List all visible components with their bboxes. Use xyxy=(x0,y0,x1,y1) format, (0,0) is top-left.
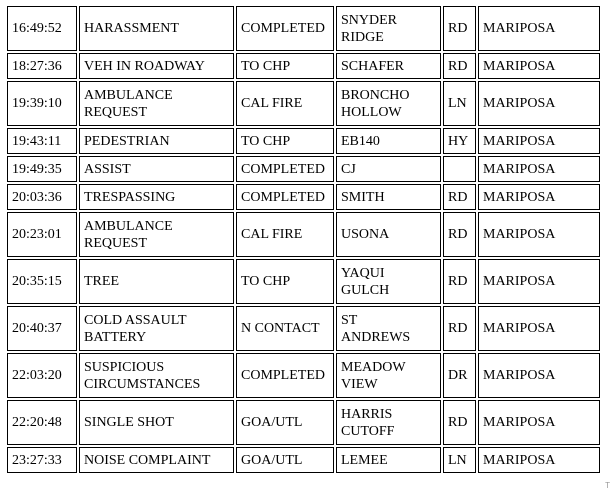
disposition-cell: CAL FIRE xyxy=(236,81,334,126)
time-cell: 22:20:48 xyxy=(7,400,77,445)
incident-log-table xyxy=(5,4,602,475)
city-cell: MARIPOSA xyxy=(478,259,600,304)
street-suffix-cell: RD xyxy=(443,53,476,79)
time-cell: 16:49:52 xyxy=(7,6,77,51)
street-cell: EB140 xyxy=(336,128,441,154)
street-cell: USONA xyxy=(336,212,441,257)
table-row xyxy=(7,306,600,351)
table-row xyxy=(7,6,600,51)
time-cell: 19:49:35 xyxy=(7,156,77,182)
time-cell: 20:35:15 xyxy=(7,259,77,304)
incident-type-cell: TREE xyxy=(79,259,234,304)
street-suffix-cell: DR xyxy=(443,353,476,398)
incident-type-cell: ASSIST xyxy=(79,156,234,182)
street-cell: ST ANDREWS xyxy=(336,306,441,351)
incident-type-cell: AMBULANCE REQUEST xyxy=(79,81,234,126)
street-suffix-cell: HY xyxy=(443,128,476,154)
incident-type-cell: HARASSMENT xyxy=(79,6,234,51)
incident-type-cell: PEDESTRIAN xyxy=(79,128,234,154)
disposition-cell: N CONTACT xyxy=(236,306,334,351)
street-suffix-cell: RD xyxy=(443,212,476,257)
time-cell: 20:40:37 xyxy=(7,306,77,351)
time-cell: 19:43:11 xyxy=(7,128,77,154)
time-cell: 18:27:36 xyxy=(7,53,77,79)
disposition-cell: GOA/UTL xyxy=(236,400,334,445)
disposition-cell: TO CHP xyxy=(236,259,334,304)
incident-type-cell: SINGLE SHOT xyxy=(79,400,234,445)
disposition-cell: COMPLETED xyxy=(236,353,334,398)
city-cell: MARIPOSA xyxy=(478,212,600,257)
table-row xyxy=(7,81,600,126)
table-row xyxy=(7,53,600,79)
city-cell: MARIPOSA xyxy=(478,447,600,473)
time-cell: 20:23:01 xyxy=(7,212,77,257)
time-cell: 22:03:20 xyxy=(7,353,77,398)
incident-type-cell: TRESPASSING xyxy=(79,184,234,210)
table-row xyxy=(7,400,600,445)
street-cell: CJ xyxy=(336,156,441,182)
disposition-cell: COMPLETED xyxy=(236,184,334,210)
table-row xyxy=(7,353,600,398)
street-suffix-cell xyxy=(443,156,476,182)
incident-type-cell: COLD ASSAULT BATTERY xyxy=(79,306,234,351)
street-cell: SMITH xyxy=(336,184,441,210)
city-cell: MARIPOSA xyxy=(478,128,600,154)
street-suffix-cell: RD xyxy=(443,306,476,351)
table-row xyxy=(7,184,600,210)
street-suffix-cell: RD xyxy=(443,6,476,51)
street-cell: MEADOW VIEW xyxy=(336,353,441,398)
city-cell: MARIPOSA xyxy=(478,53,600,79)
city-cell: MARIPOSA xyxy=(478,6,600,51)
street-cell: SNYDER RIDGE xyxy=(336,6,441,51)
street-suffix-cell: LN xyxy=(443,447,476,473)
time-cell: 23:27:33 xyxy=(7,447,77,473)
incident-type-cell: SUSPICIOUS CIRCUMSTANCES xyxy=(79,353,234,398)
street-cell: YAQUI GULCH xyxy=(336,259,441,304)
street-cell: LEMEE xyxy=(336,447,441,473)
table-row xyxy=(7,212,600,257)
disposition-cell: COMPLETED xyxy=(236,6,334,51)
city-cell: MARIPOSA xyxy=(478,81,600,126)
incident-type-cell: AMBULANCE REQUEST xyxy=(79,212,234,257)
time-cell: 19:39:10 xyxy=(7,81,77,126)
street-suffix-cell: RD xyxy=(443,184,476,210)
table-row xyxy=(7,128,600,154)
incident-type-cell: VEH IN ROADWAY xyxy=(79,53,234,79)
street-cell: SCHAFER xyxy=(336,53,441,79)
table-row xyxy=(7,259,600,304)
table-row xyxy=(7,447,600,473)
time-cell: 20:03:36 xyxy=(7,184,77,210)
disposition-cell: CAL FIRE xyxy=(236,212,334,257)
disposition-cell: TO CHP xyxy=(236,128,334,154)
disposition-cell: COMPLETED xyxy=(236,156,334,182)
street-suffix-cell: RD xyxy=(443,259,476,304)
city-cell: MARIPOSA xyxy=(478,353,600,398)
street-suffix-cell: RD xyxy=(443,400,476,445)
street-cell: BRONCHO HOLLOW xyxy=(336,81,441,126)
corner-mark: T xyxy=(605,481,610,490)
incident-log-body xyxy=(7,6,600,473)
disposition-cell: GOA/UTL xyxy=(236,447,334,473)
incident-type-cell: NOISE COMPLAINT xyxy=(79,447,234,473)
street-suffix-cell: LN xyxy=(443,81,476,126)
street-cell: HARRIS CUTOFF xyxy=(336,400,441,445)
city-cell: MARIPOSA xyxy=(478,306,600,351)
table-row xyxy=(7,156,600,182)
city-cell: MARIPOSA xyxy=(478,400,600,445)
city-cell: MARIPOSA xyxy=(478,156,600,182)
disposition-cell: TO CHP xyxy=(236,53,334,79)
city-cell: MARIPOSA xyxy=(478,184,600,210)
